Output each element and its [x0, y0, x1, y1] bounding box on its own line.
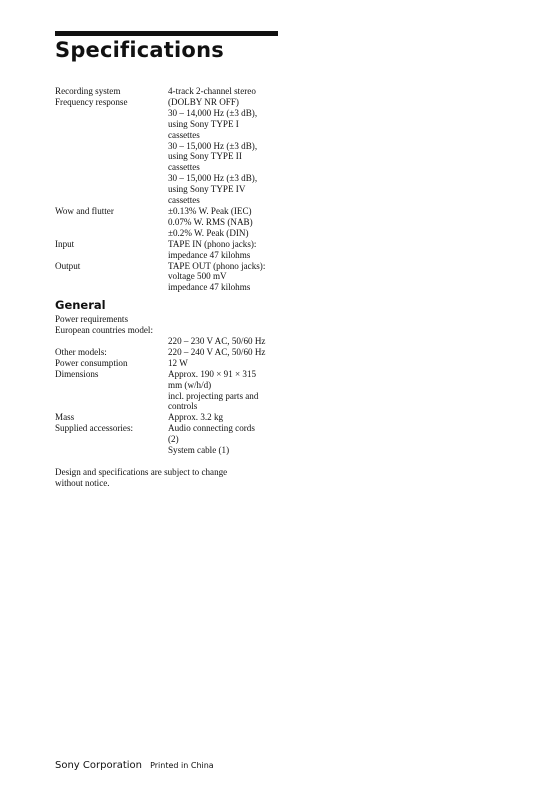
- change-notice: [55, 467, 295, 489]
- spec-value-line: ±0.2% W. Peak (DIN): [168, 227, 249, 238]
- spec-value-line: 0.07% W. RMS (NAB): [168, 216, 253, 227]
- spec-row-recording-system: [55, 86, 295, 97]
- specifications-body: [55, 86, 295, 489]
- spec-value-line: 220 – 230 V AC, 50/60 Hz: [168, 336, 266, 347]
- spec-value-line: (DOLBY NR OFF): [168, 96, 239, 107]
- european-model-label: European countries model:: [55, 325, 153, 336]
- spec-value-line: using Sony TYPE IV: [168, 184, 246, 195]
- page-title: Specifications: [55, 38, 224, 62]
- spec-row-european-value: [55, 336, 295, 347]
- spec-value: [168, 86, 295, 97]
- spec-value: [168, 336, 295, 347]
- spec-value: [168, 206, 295, 239]
- spec-value: [168, 239, 295, 261]
- spec-label: Frequency response: [55, 96, 128, 107]
- spec-row-power-consumption: [55, 358, 295, 369]
- spec-label: Power consumption: [55, 357, 128, 368]
- spec-value-line: 30 – 15,000 Hz (±3 dB),: [168, 173, 258, 184]
- change-notice-line: without notice.: [55, 477, 110, 488]
- spec-label: Recording system: [55, 86, 121, 96]
- spec-row-frequency-response: [55, 97, 295, 206]
- spec-value: [168, 412, 295, 423]
- spec-label: Wow and flutter: [55, 205, 114, 216]
- spec-value-line: 12 W: [168, 357, 188, 368]
- spec-label-empty: [55, 336, 168, 347]
- spec-value-line: 30 – 14,000 Hz (±3 dB),: [168, 107, 258, 118]
- spec-label: Other models:: [55, 346, 107, 357]
- spec-row-wow-and-flutter: [55, 206, 295, 239]
- spec-value-line: TAPE OUT (phono jacks):: [168, 260, 266, 271]
- power-requirements-label: Power requirements: [55, 314, 128, 325]
- spec-value-line: 30 – 15,000 Hz (±3 dB),: [168, 140, 258, 151]
- spec-value-line: (2): [168, 434, 179, 445]
- spec-label: Input: [55, 238, 75, 249]
- section-heading-general: General: [55, 298, 106, 313]
- spec-value: [168, 423, 295, 456]
- spec-value-line: System cable (1): [168, 445, 230, 456]
- spec-value: [168, 369, 295, 413]
- spec-value-line: Audio connecting cords: [168, 423, 255, 434]
- spec-value: [168, 261, 295, 294]
- spec-value-line: cassettes: [168, 195, 200, 206]
- spec-value: [168, 347, 295, 358]
- spec-value-line: Approx. 190 × 91 × 315: [168, 368, 257, 379]
- spec-value-line: 4-track 2-channel stereo: [168, 86, 256, 96]
- spec-value-line: 220 – 240 V AC, 50/60 Hz: [168, 346, 266, 357]
- title-rule: [55, 31, 278, 36]
- spec-value: [168, 358, 295, 369]
- company-name: Sony Corporation: [55, 760, 142, 771]
- spec-row-input: [55, 239, 295, 261]
- spec-value-line: controls: [168, 401, 198, 412]
- spec-value-line: cassettes: [168, 129, 200, 140]
- spec-row-output: [55, 261, 295, 294]
- spec-label: Mass: [55, 412, 75, 423]
- spec-value: [168, 97, 295, 206]
- change-notice-line: Design and specifications are subject to change: [55, 467, 228, 477]
- spec-value-line: voltage 500 mV: [168, 271, 227, 282]
- spec-row-supplied-accessories: [55, 423, 295, 456]
- spec-value-line: impedance 47 kilohms: [168, 249, 251, 260]
- spec-value-line: using Sony TYPE II: [168, 151, 242, 162]
- spec-value-line: TAPE IN (phono jacks):: [168, 238, 257, 249]
- spec-row-mass: [55, 412, 295, 423]
- printed-in: Printed in China: [150, 761, 214, 770]
- spec-value-line: incl. projecting parts and: [168, 390, 259, 401]
- spec-value-line: impedance 47 kilohms: [168, 282, 251, 293]
- spec-row-other-models: [55, 347, 295, 358]
- spec-label: Output: [55, 260, 81, 271]
- spec-row-dimensions: [55, 369, 295, 413]
- spec-label: Dimensions: [55, 368, 99, 379]
- spec-value-line: cassettes: [168, 162, 200, 173]
- spec-label: Supplied accessories:: [55, 423, 134, 434]
- spec-value-line: Approx. 3.2 kg: [168, 412, 224, 423]
- footer: [55, 753, 214, 772]
- spec-value-line: using Sony TYPE I: [168, 118, 239, 129]
- spec-value-line: ±0.13% W. Peak (IEC): [168, 205, 252, 216]
- spec-value-line: mm (w/h/d): [168, 379, 212, 390]
